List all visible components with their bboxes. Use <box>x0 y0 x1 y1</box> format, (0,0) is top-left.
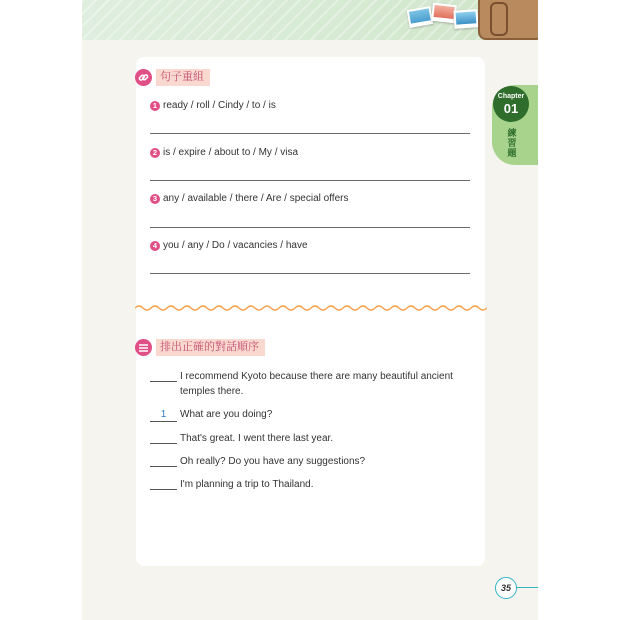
dialogue-item <box>150 369 475 399</box>
dialogue-item <box>150 431 475 449</box>
question-text: you / any / Do / vacancies / have <box>163 240 308 251</box>
page-number-line <box>516 587 538 588</box>
dialogue-item <box>150 454 475 472</box>
question-text: ready / roll / Cindy / to / is <box>163 100 276 111</box>
question-text: is / expire / about to / My / visa <box>163 147 299 158</box>
order-blank[interactable] <box>150 477 177 490</box>
page-number: 35 <box>495 577 517 599</box>
question-item <box>150 100 276 111</box>
dialogue-text: Oh really? Do you have any suggestions? <box>180 456 366 467</box>
section-title: 排出正確的對話順序 <box>156 339 265 356</box>
dialogue-text: That's great. I went there last year. <box>180 433 334 444</box>
section-header-dialogue-order <box>135 339 265 356</box>
list-icon <box>135 339 152 356</box>
order-blank[interactable] <box>150 431 177 444</box>
section-title: 句子重組 <box>156 69 210 86</box>
question-item <box>150 147 298 158</box>
travel-photo-image <box>453 9 478 29</box>
question-item <box>150 240 308 251</box>
answer-line[interactable] <box>150 180 470 181</box>
question-number: 1 <box>150 101 160 111</box>
dialogue-item <box>150 407 475 422</box>
dialogue-text: I recommend Kyoto because there are many beautiful ancient temples there. <box>180 371 453 397</box>
question-number: 3 <box>150 194 160 204</box>
question-number: 4 <box>150 241 160 251</box>
header-banner <box>82 0 538 40</box>
order-blank[interactable] <box>150 454 177 467</box>
chapter-number: 01 <box>503 101 519 116</box>
question-text: any / available / there / Are / special offers <box>163 193 349 204</box>
order-blank[interactable] <box>150 369 177 382</box>
suitcase-illustration <box>478 0 538 40</box>
chapter-section-label: 練習題 <box>507 128 517 158</box>
section-header-sentence-reorder <box>135 69 210 86</box>
answer-line[interactable] <box>150 227 470 228</box>
dialogue-text: I'm planning a trip to Thailand. <box>180 479 314 490</box>
question-number: 2 <box>150 148 160 158</box>
question-item <box>150 193 348 204</box>
wavy-divider <box>135 303 487 313</box>
dialogue-item <box>150 477 475 495</box>
link-icon <box>135 69 152 86</box>
dialogue-text: What are you doing? <box>180 409 273 420</box>
order-blank[interactable]: 1 <box>150 409 177 422</box>
answer-line[interactable] <box>150 273 470 274</box>
chapter-badge <box>493 86 529 122</box>
chapter-label: Chapter <box>497 93 525 100</box>
answer-line[interactable] <box>150 133 470 134</box>
